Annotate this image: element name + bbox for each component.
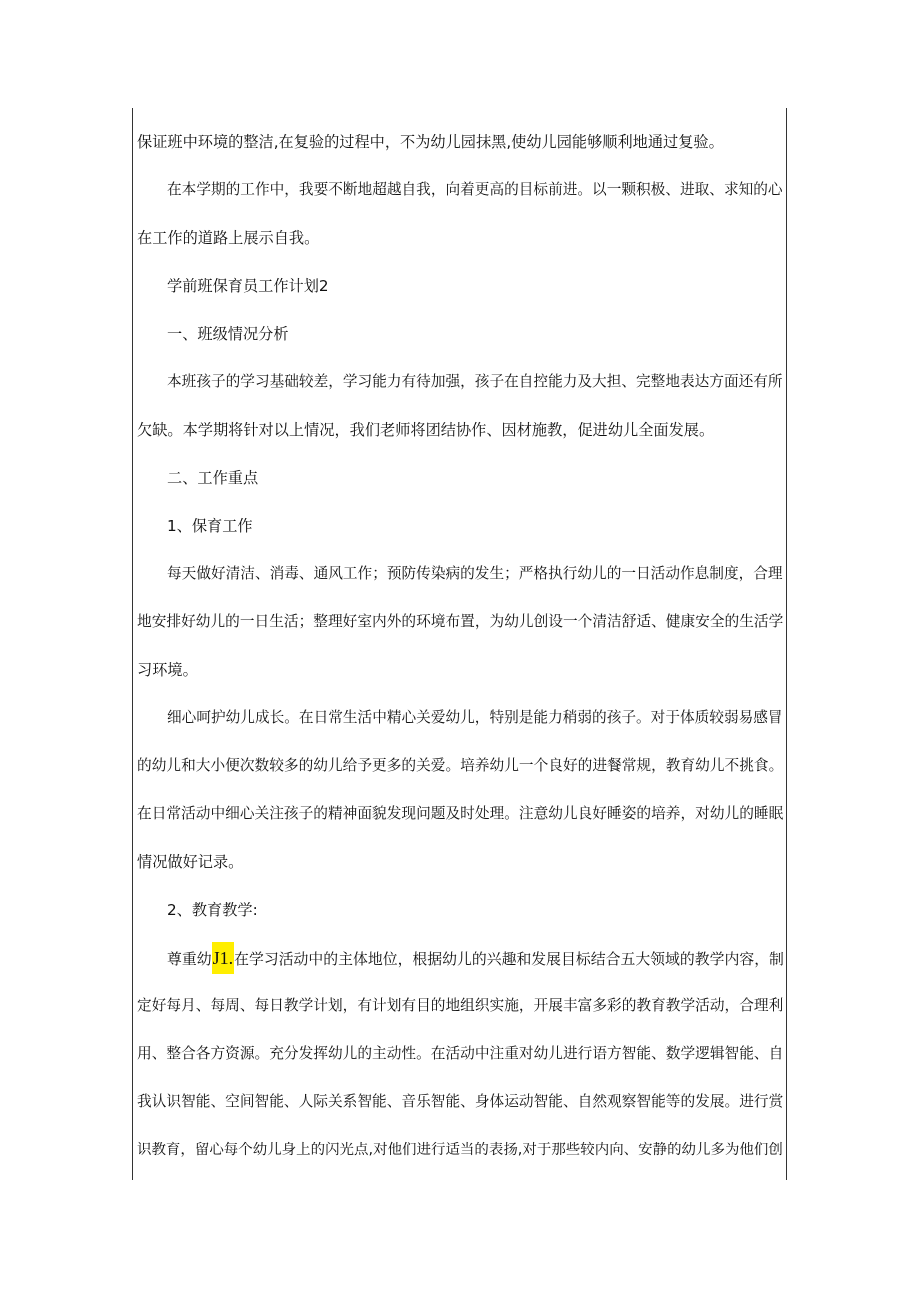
- paragraph-line: 识教育，留心每个幼儿身上的闪光点,对他们进行适当的表扬,对于那些较内向、安静的幼儿多为他们创: [137, 1142, 783, 1158]
- paragraph-line: 的幼儿和大小便次数较多的幼儿给予更多的关爱。培养幼儿一个良好的进餐常规，教育幼儿不挑食。: [137, 757, 784, 774]
- paragraph-line: 定好每月、每周、每日教学计划，有计划有目的地组织实施，开展丰富多彩的教育教学活动，合理利: [137, 997, 784, 1014]
- paragraph-line: [167, 948, 784, 969]
- paragraph-line: 本班孩子的学习基础较差，学习能力有待加强，孩子在自控能力及大担、完整地表达方面还有所: [167, 373, 783, 390]
- paragraph-line: 每天做好清洁、消毒、通风工作；预防传染病的发生；严格执行幼儿的一日活动作息制度，合理: [167, 565, 783, 582]
- subsection-heading: 2、教育教学:: [167, 901, 258, 919]
- paragraph-line: 保证班中环境的整洁,在复验的过程中，不为幼儿园抹黑,使幼儿园能够顺利地通过复验。: [137, 133, 724, 151]
- paragraph-line: 欠缺。本学期将针对以上情况，我们老师将团结协作、因材施教，促进幼儿全面发展。: [137, 421, 715, 439]
- paragraph-line: 在工作的道路上展示自我。: [137, 229, 320, 247]
- section-heading: 一、班级情况分析: [167, 325, 289, 343]
- paragraph-line: 在本学期的工作中，我要不断地超越自我，向着更高的目标前进。以一颗积极、进取、求知的心: [167, 181, 783, 198]
- paragraph-line: 情况做好记录。: [137, 853, 244, 871]
- paragraph-line: 在日常活动中细心关注孩子的精神面貌发现问题及时处理。注意幼儿良好睡姿的培养，对幼儿的睡眠: [137, 805, 784, 822]
- paragraph-line: 用、整合各方资源。充分发挥幼儿的主动性。在活动中注重对幼儿进行语方智能、数学逻辑智能、自: [137, 1045, 784, 1062]
- paragraph-line: 我认识智能、空间智能、人际关系智能、音乐智能、身体运动智能、自然观察智能等的发展。进行赏: [137, 1093, 784, 1110]
- paragraph-line: 习环境。: [137, 661, 198, 679]
- subsection-heading: 1、保育工作: [167, 517, 253, 535]
- section-heading: 二、工作重点: [167, 469, 259, 487]
- left-margin-rule: [132, 108, 133, 1180]
- section-title: 学前班保育员工作计划2: [167, 277, 329, 295]
- right-margin-rule: [786, 108, 787, 1180]
- text-fragment: 尊重幼: [167, 950, 212, 968]
- highlighted-text: J1.: [212, 942, 235, 974]
- paragraph-line: 地安排好幼儿的一日生活；整理好室内外的环境布置，为幼儿创设一个清洁舒适、健康安全的生活学: [137, 613, 784, 630]
- paragraph-line: 细心呵护幼儿成长。在日常生活中精心关爱幼儿，特别是能力稍弱的孩子。对于体质较弱易感冒: [167, 709, 783, 726]
- text-fragment: 在学习活动中的主体地位，根据幼儿的兴趣和发展目标结合五大领域的教学内容，制: [234, 950, 784, 968]
